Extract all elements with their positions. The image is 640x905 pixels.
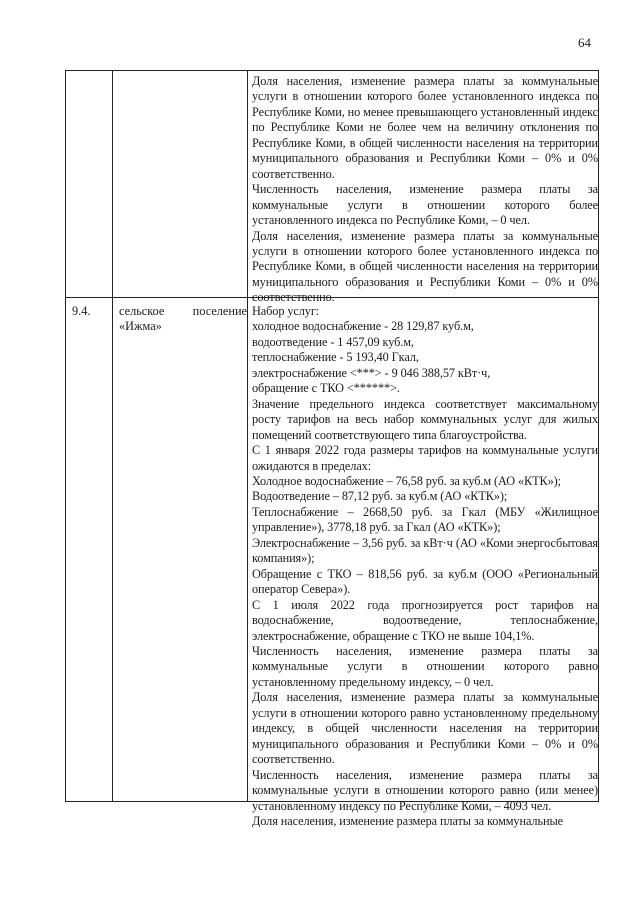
paragraph: Водоотведение – 87,12 руб. за куб.м (АО «КТК»); (252, 489, 508, 504)
row-number: 9.4. (72, 304, 91, 318)
settlement-type: поселение (192, 304, 247, 318)
paragraph: Доля населения, изменение размера платы за коммунальные услуги в отношении которого более установленного индекса по Республике Коми, в общей численности населения на территории муниципального образования и Республики Коми – 0% и 0% соответственно. (252, 228, 598, 305)
top-row-text (252, 74, 598, 306)
paragraph: Численность населения, изменение размера платы за коммунальные услуги в отношении которого равно (или менее) установленному индексу по Республике Коми, – 4093 чел. (252, 767, 598, 813)
paragraph: Численность населения, изменение размера платы за коммунальные услуги в отношении которого более установленного индекса по Республике Коми, – 0 чел. (252, 182, 598, 228)
paragraph: С 1 июля 2022 года прогнозируется рост тарифов на водоснабжение, водоотведение, теплоснабжение, электроснабжение, обращение с ТКО не выше 104,1%. (252, 597, 598, 643)
page-number: 64 (578, 35, 591, 50)
column-divider (247, 71, 248, 801)
paragraph: С 1 января 2022 года размеры тарифов на коммунальные услуги ожидаются в пределах: (252, 443, 598, 473)
main-row-text (252, 304, 598, 829)
paragraph: холодное водоснабжение - 28 129,87 куб.м, (252, 319, 474, 334)
paragraph: Обращение с ТКО – 818,56 руб. за куб.м (ООО «Региональный оператор Севера»). (252, 566, 598, 597)
paragraph: Теплоснабжение – 2668,50 руб. за Гкал (МБУ «Жилищное управление»), 3778,18 руб. за Гкал (АО «КТК»); (252, 504, 598, 535)
paragraph: Электроснабжение – 3,56 руб. за кВт·ч (АО «Коми энергосбытовая компания»); (252, 535, 598, 566)
settlement-name (119, 304, 247, 334)
paragraph: Значение предельного индекса соответствует максимальному росту тарифов на весь набор коммунальных услуг для жилых помещений соответствующего типа благоустройства. (252, 396, 598, 442)
paragraph: Численность населения, изменение размера платы за коммунальные услуги в отношении которого равно установленному предельному индексу, – 0 чел. (252, 643, 598, 689)
settlement-title: «Ижма» (119, 319, 162, 334)
paragraph: Доля населения, изменение размера платы за коммунальные услуги в отношении которого более установленного индекса по Республике Коми, но менее превышающего установленный индекс по Республике Коми не более чем на величину отклонения по Республике Коми, в общей численности населения на территории муниципального образования и Республики Коми – 0% и 0% соответственно. (252, 74, 598, 181)
paragraph: обращение с ТКО <******>. (252, 381, 400, 396)
paragraph: электроснабжение <***> - 9 046 388,57 кВт·ч, (252, 365, 491, 380)
paragraph: Набор услуг: (252, 304, 320, 318)
paragraph: Доля населения, изменение размера платы за коммунальные услуги в отношении которого равно установленному предельному индексу, в общей численности населения на территории муниципального образования и Республики Коми – 0% и 0% соответственно. (252, 690, 598, 767)
paragraph: водоотведение - 1 457,09 куб.м, (252, 334, 414, 349)
paragraph: теплоснабжение - 5 193,40 Гкал, (252, 350, 419, 365)
document-table (65, 70, 599, 828)
settlement-type: сельское (119, 304, 165, 318)
paragraph: Доля населения, изменение размера платы за коммунальные (252, 813, 563, 828)
paragraph: Холодное водоснабжение – 76,58 руб. за куб.м (АО «КТК»); (252, 473, 561, 488)
column-divider (112, 71, 113, 801)
